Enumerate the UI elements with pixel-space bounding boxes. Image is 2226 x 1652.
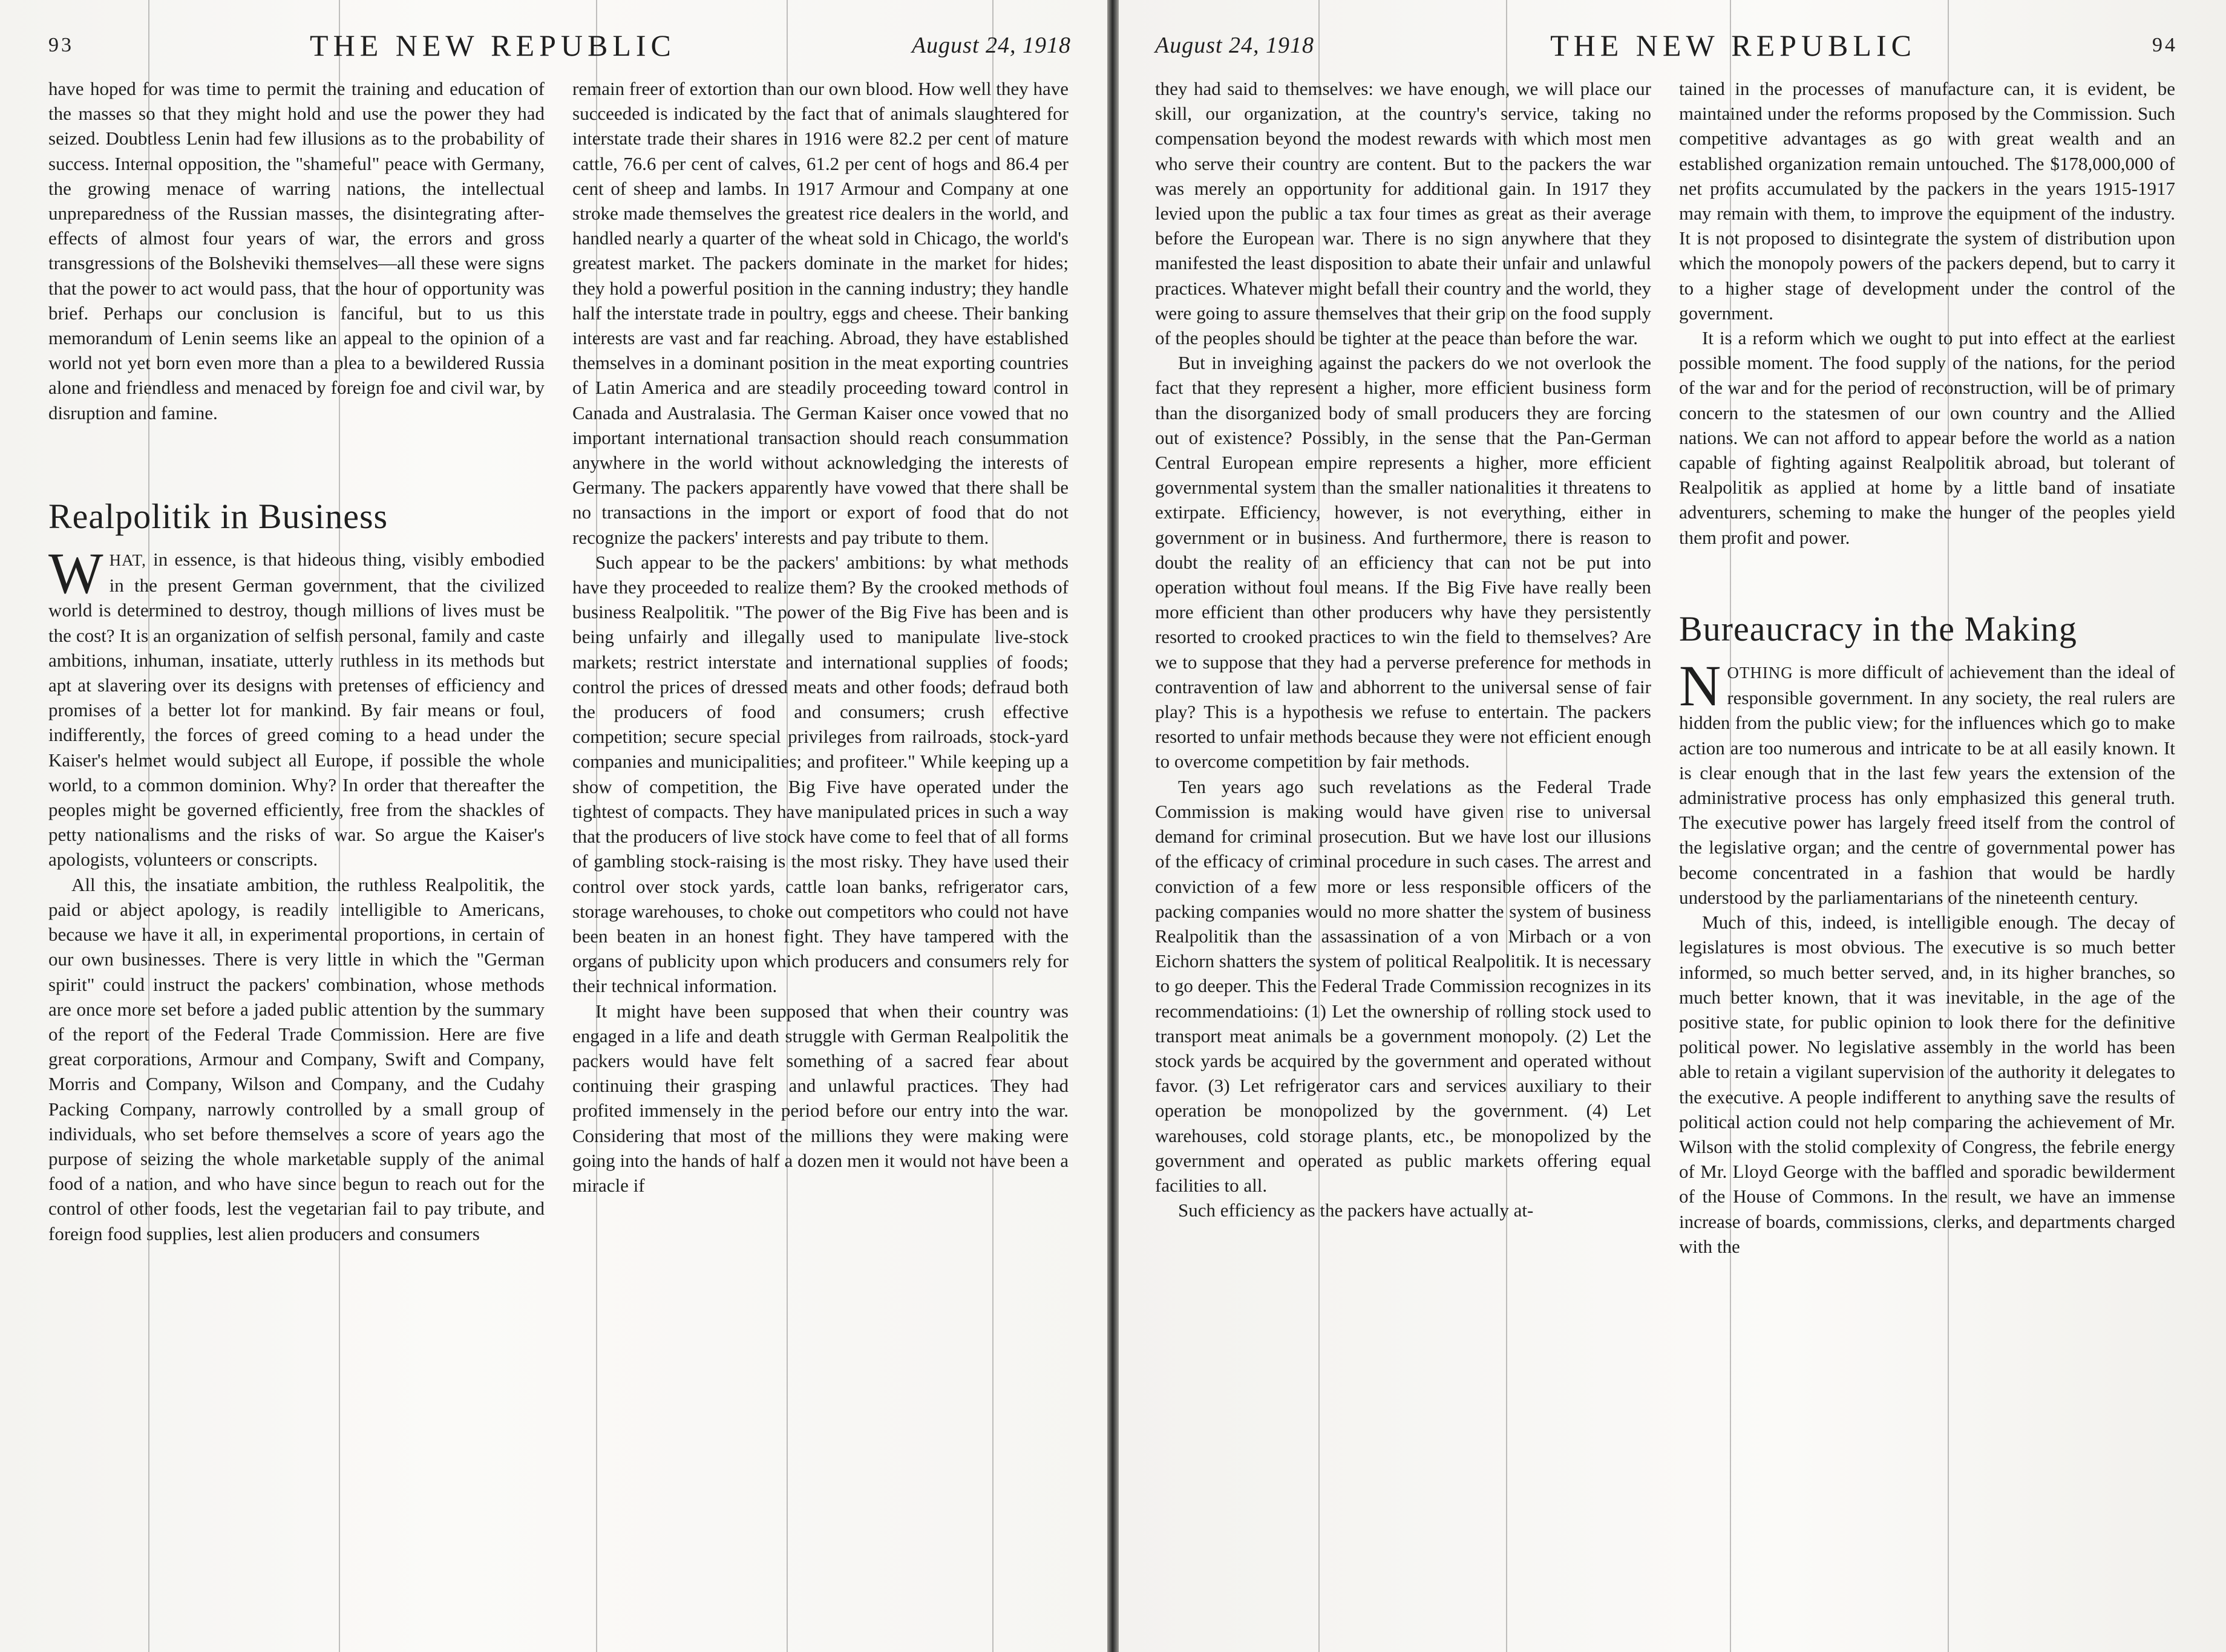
right-page-columns	[1155, 76, 2178, 1259]
article-lead-paragraph	[1679, 653, 2175, 910]
left-page-header	[48, 24, 1071, 67]
scan-artifact-line	[992, 0, 994, 1652]
paragraph: have hoped for was time to permit the training and education of the masses so that they might hold and use the power they had seized. Doubtless Lenin had few illusions as to the probability of success. Internal opposition, the "shameful" peace with Germany, the growing menace of warring nations, the intellectual unpreparedness of the Russian masses, the disintegrating after-effects of almost four years of war, the errors and gross transgressions of the Bolsheviki themselves—all these were signs that the power to act would pass, that the hour of opportunity was brief. Perhaps our conclusion is fanciful, but to us this memorandum of Lenin seems like an appeal to the opinion of a world not yet born even more than a plea to a bewildered Russia alone and friendless and menaced by foreign foe and civil war, by disruption and famine.	[48, 78, 545, 423]
paragraph: remain freer of extortion than our own blood. How well they have succeeded is indicated by the fact that of animals slaughtered for interstate trade their shares in 1916 were 82.2 per cent of mature cattle, 76.6 per cent of calves, 61.2 per cent of hogs and 86.4 per cent of sheep and lambs. In 1917 Armour and Company at one stroke made themselves the greatest rice dealers in the world, and handled nearly a quarter of the wheat sold in Chicago, the world's greatest market. The packers dominate in the market for hides; they hold a powerful position in the canning industry; they handle half the interstate trade in poultry, eggs and cheese. Their banking interests are vast and far reaching. Abroad, they have established themselves in a dominant position in the meat exporting countries of Latin America and are steadily proceeding toward control in Canada and Australasia. The German Kaiser once vowed that no important international transaction should reach consummation anywhere in the world without acknowledging the interests of Germany. The packers apparently have vowed that there shall be no transactions in the import or export of food that do not recognize the packers' interests and pay tribute to them.	[572, 78, 1069, 548]
scan-artifact-line	[1506, 0, 1507, 1652]
issue-date: August 24, 1918	[1155, 33, 1315, 58]
paragraph: Such efficiency as the packers have actually at-	[1178, 1200, 1534, 1221]
page-number: 94	[2152, 34, 2178, 56]
right-column-2	[1679, 76, 2175, 1259]
right-page-header	[1155, 24, 2178, 67]
paragraph: they had said to themselves: we have enough, we will place our skill, our organization, at the country's service, taking no compensation beyond the modest rewards with which most men who serve their country are content. But to the packers the war was merely an opportunity for additional gain. In 1917 they levied upon the public a tax four times as great as their average before the European war. There is no sign anywhere that they manifested the least disposition to abate their unfair and unlawful practices. Whatever might befall their country and the world, they were going to assure themselves that their grip on the food supply of the peoples should be tighter at the peace than before the war.	[1155, 78, 1651, 349]
paragraph-text: in essence, is that hideous thing, visibly embodied in the present German government, that the civilized world is determined to destroy, though millions of lives must be the cost? It is an organization of selfish personal, family and caste ambitions, inhuman, insatiate, utterly ruthless in its methods but apt at slavering over its designs with pretenses of efficiency and promises of a better lot for mankind. By fair means or foul, indifferently, the forces of greed coming to a head under the Kaiser's helmet would subject all Europe, if possible the whole world, to a common dominion. Why? In order that thereafter the peoples might be governed efficiently, free from the shackles of petty nationalisms and the risks of war. So argue the Kaiser's apologists, volunteers or conscripts.	[48, 549, 545, 870]
scan-artifact-line	[1730, 0, 1731, 1652]
drop-cap: W	[48, 541, 103, 606]
scan-artifact-line	[1318, 0, 1320, 1652]
page-number: 93	[48, 34, 74, 56]
left-page	[0, 0, 1107, 1652]
book-gutter	[1107, 0, 1119, 1652]
lead-caps: OTHING	[1727, 664, 1793, 682]
scan-artifact-line	[1948, 0, 1949, 1652]
scan-artifact-line	[596, 0, 597, 1652]
lead-caps: HAT,	[109, 551, 146, 570]
masthead: THE NEW REPUBLIC	[310, 28, 676, 62]
issue-date: August 24, 1918	[911, 33, 1071, 58]
paragraph-text: is more difficult of achievement than the ideal of responsible government. In any society, the real rulers are hidden from the public view; for the influences which go to make action are too numerous and intricate to be at all easily known. It is clear enough that in the last few years the extension of the administrative process has only emphasized this general truth. The executive power has largely freed itself from the control of the legislative organ; and the centre of governmental power has become concentrated in a fashion that would be hardly understood by the parliamentarians of the nineteenth century.	[1679, 661, 2175, 908]
paragraph: Such appear to be the packers' ambitions: by what methods have they proceeded to realize them? By the crooked methods of business Realpolitik. "The power of the Big Five has been and is being unfairly and illegally used to manipulate live-stock markets; restrict interstate and international supplies of foods; control the prices of dressed meats and other foods; defraud both the producers of food and consumers; crush effective competition; secure special privileges from railroads, stock-yard companies and municipalities; and profiteer." While keeping up a show of competition, the Big Five have operated under the tightest of compacts. They have manipulated prices in such a way that the producers of live stock have come to feel that of all forms of gambling stock-raising is the most risky. They have used their control over stock yards, cattle loan banks, refrigerator cars, storage warehouses, to choke out competitors who could not have been beaten in an honest fight. They have tampered with the organs of publicity upon which producers and consumers rely for their technical information.	[572, 551, 1069, 997]
paragraph: It is a reform which we ought to put into effect at the earliest possible moment. The food supply of the nations, for the period of the war and for the period of reconstruction, will be of primary concern to the statesmen of our own country and the Allied nations. We can not afford to appear before the world as a nation capable of fighting against Realpolitik abroad, but tolerant of Realpolitik as applied at home by a little band of insatiate adventurers, scheming to make the hunger of the peoples yield them profit and power.	[1679, 327, 2175, 548]
paragraph: Ten years ago such revelations as the Federal Trade Commission is making would have given rise to universal demand for criminal prosecution. But we have lost our illusions of the efficacy of criminal procedure in such cases. The arrest and conviction of a few more or less responsible officers of the packing companies would no more shatter the system of business Realpolitik than the assassination of a von Mirbach or a von Eichorn shatters the system of political Realpolitik. It is necessary to go deeper. This the Federal Trade Commission recognizes in its recommendatioins: (1) Let the ownership of rolling stock used to transport meat animals be a government monopoly. (2) Let the stock yards be acquired by the government and operated without favor. (3) Let refrigerator cars and services auxiliary to their operation be monopolized by the government. (4) Let warehouses, cold storage plants, etc., be monopolized by the government and operated as public markets offering equal facilities to all.	[1155, 775, 1651, 1196]
paragraph: Much of this, indeed, is intelligible enough. The decay of legislatures is most obvious. The executive is so much better informed, so much better served, and, in its higher branches, so much better known, that it was inevitable, in the age of the positive state, for public opinion to look there for the definitive political power. No legislative assembly in the world has been able to retain a vigilant supervision of the authority it delegates to the executive. A people indifferent to anything save the results of political action could not help comparing the achievement of Mr. Wilson with the stolid complexity of Congress, the febrile energy of Mr. Lloyd George with the baffled and sporadic bewilderment of the House of Commons. In the result, we have an immense increase of boards, commissions, clerks, and departments charged with the	[1679, 912, 2175, 1257]
left-column-1	[48, 76, 545, 1246]
left-column-2	[572, 76, 1069, 1246]
paragraph: But in inveighing against the packers do we not overlook the fact that they represent a higher, more efficient business form than the disorganized body of small producers they are forcing out of existence? Possibly, in the sense that the Pan-German Central European empire represents a higher, more efficient governmental system than the smaller nationalities it threatens to extirpate. Efficiency, however, is not everything, either in government or in business. And furthermore, there is reason to doubt the reality of an efficiency that can not be put into operation without foul means. If the Big Five have really been more efficient than other producers why have they persistently resorted to crooked practices to win the field to themselves? Are we to suppose that they had a perverse preference for methods in contravention of law and abhorrent to the universal sense of fair play? This is a hypothesis we refuse to entertain. The packers resorted to unfair methods because they were not efficient enough to overcome competition by fair methods.	[1155, 352, 1651, 772]
scan-artifact-line	[787, 0, 788, 1652]
drop-cap: N	[1679, 653, 1721, 719]
scan-artifact-line	[148, 0, 149, 1652]
scan-artifact-line	[339, 0, 340, 1652]
right-column-1	[1155, 76, 1651, 1259]
left-page-columns	[48, 76, 1071, 1246]
article-heading: Realpolitik in Business	[48, 496, 388, 536]
right-page	[1119, 0, 2226, 1652]
paragraph: It might have been supposed that when their country was engaged in a life and death struggle with German Realpolitik the packers would have felt something of a sacred fear about continuing their grasping and unlawful practices. They had profited immensely in the period before our entry into the war. Considering that most of the millions they were making were going into the hands of half a dozen men it would not have been a miracle if	[572, 1000, 1069, 1196]
paragraph: tained in the processes of manufacture can, it is evident, be maintained under the reforms proposed by the Commission. Such competitive advantages as go with great wealth and an established organization remain untouched. The $178,000,000 of net profits accumulated by the packers in the years 1915-1917 may remain with them, to improve the equipment of the industry. It is not proposed to disintegrate the system of distribution upon which the monopoly powers of the packers depend, but to carry it to a higher stage of development under the control of the government.	[1679, 78, 2175, 324]
article-lead-paragraph	[48, 541, 545, 872]
paragraph: All this, the insatiate ambition, the ruthless Realpolitik, the paid or abject apology, is readily intelligible to Americans, because we have it all, in experimental proportions, in certain of our own businesses. There is very little in which the "German spirit" could instruct the packers' combination, whose methods are once more set before a jaded public attention by the summary of the report of the Federal Trade Commission. Here are five great corporations, Armour and Company, Swift and Company, Morris and Company, Wilson and Company, and the Cudahy Packing Company, narrowly controlled by a small group of individuals, who set before themselves a score of years ago the purpose of seizing the whole marketable supply of the animal food of a nation, and who have since begun to reach out for the control of other foods, lest the vegetarian fail to pay tribute, and foreign food supplies, lest alien producers and consumers	[48, 873, 545, 1244]
article-heading: Bureaucracy in the Making	[1679, 609, 2077, 648]
masthead: THE NEW REPUBLIC	[1550, 28, 1916, 62]
